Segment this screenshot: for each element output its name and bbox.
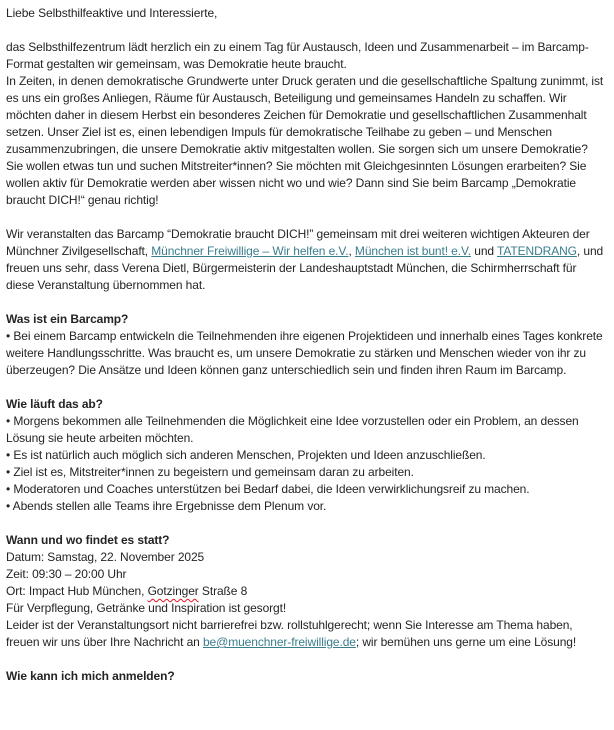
partners-separator-2: und — [471, 244, 498, 258]
ort-text-post: Straße 8 — [198, 584, 248, 598]
section-barcamp — [6, 311, 606, 379]
section-ablauf-heading: Wie läuft das ab? — [6, 397, 103, 411]
link-muenchner-freiwillige[interactable]: Münchner Freiwillige – Wir helfen e.V. — [151, 244, 349, 258]
partners-paragraph — [6, 226, 606, 294]
link-tatendrang[interactable]: TATENDRANG — [497, 244, 577, 258]
section-logistics — [6, 532, 606, 651]
link-muenchen-ist-bunt[interactable]: München ist bunt! e.V. — [354, 244, 472, 258]
ort-text-pre: Ort: Impact Hub München, — [6, 584, 148, 598]
section-barcamp-body: • Bei einem Barcamp entwickeln die Teilnehmenden ihre eigenen Projektideen und innerhalb eines Tages konkrete weitere Handlungsschritte. Was braucht es, um unsere Demokratie zu stärken und Menschen wieder von ihr zu überzeugen? Die Ansätze und Ideen können ganz unterschiedlich sein und finden ihren Raum im Barcamp. — [6, 329, 603, 377]
section-logistics-heading: Wann und wo findet es statt? — [6, 533, 170, 547]
detail-line-ort — [6, 583, 606, 600]
partners-text-post: , und freuen uns sehr, dass Verena Dietl, Bürgermeisterin der Landeshauptstadt München, die Schirmherrschaft für diese Veranstaltung übernommen hat. — [6, 244, 604, 292]
section-ablauf — [6, 396, 606, 515]
bullet-item: • Abends stellen alle Teams ihre Ergebnisse dem Plenum vor. — [6, 499, 327, 513]
accessibility-note — [6, 617, 606, 651]
link-email[interactable]: be@muenchner-freiwillige.de — [202, 635, 356, 649]
partners-separator-1: , — [348, 244, 355, 258]
section-anmelden-heading: Wie kann ich mich anmelden? — [6, 669, 175, 683]
ort-misspelled-word: Gotzinger — [147, 584, 199, 598]
intro-part2: In Zeiten, in denen demokratische Grundwerte unter Druck geraten und die gesellschaftliche Spaltung zunimmt, ist es uns ein großes Anliegen, Räume für Austausch, Beteiligung und gemeinsames Handeln zu schaffen. Wir möchten daher in diesem Herbst ein besonderes Zeichen für Demokratie und gesellschaftlichen Zusammenhalt setzen. Unser Ziel ist es, einen lebendigen Impuls für demokratische Teilhabe zu geben – und Menschen zusammenzubringen, die unsere Demokratie aktiv mitgestalten wollen. Sie sorgen sich um unsere Demokratie? Sie wollen etwas tun und suchen Mitstreiter*innen? Sie möchten mit Gleichgesinnten Lösungen erarbeiten? Sie wollen aktiv für Demokratie werden aber wissen nicht wo und wie? Dann sind Sie beim Barcamp „Demokratie braucht DICH!“ genau richtig! — [6, 74, 604, 207]
section-barcamp-heading: Was ist ein Barcamp? — [6, 312, 129, 326]
greeting-line — [6, 5, 606, 22]
detail-line-verpflegung: Für Verpflegung, Getränke und Inspiration ist gesorgt! — [6, 601, 287, 615]
intro-part1: das Selbsthilfezentrum lädt herzlich ein zu einem Tag für Austausch, Ideen und Zusammenarbeit – im Barcamp-Format gestalten wir gemeinsam, was Demokratie heute braucht. — [6, 40, 589, 71]
partners-text-pre: Wir veranstalten das Barcamp “Demokratie braucht DICH!” gemeinsam mit drei weiteren wichtigen Akteuren der Münchner Zivilgesellschaft, — [6, 227, 590, 258]
bullet-item: • Ziel ist es, Mitstreiter*innen zu begeistern und gemeinsam daran zu arbeiten. — [6, 465, 414, 479]
intro-paragraph — [6, 39, 606, 209]
accessibility-text-post: ; wir bemühen uns gerne um eine Lösung! — [355, 635, 577, 649]
section-anmelden — [6, 668, 606, 685]
greeting-text: Liebe Selbsthilfeaktive und Interessierte, — [6, 6, 218, 20]
bullet-item: • Es ist natürlich auch möglich sich anderen Menschen, Projekten und Ideen anzuschließen. — [6, 448, 486, 462]
bullet-item: • Morgens bekommen alle Teilnehmenden die Möglichkeit eine Idee vorzustellen oder ein Problem, an dessen Lösung sie heute arbeiten möchten. — [6, 414, 579, 445]
detail-line-datum: Datum: Samstag, 22. November 2025 — [6, 550, 205, 564]
accessibility-text-pre: Leider ist der Veranstaltungsort nicht barrierefrei bzw. rollstuhlgerecht; wenn Sie Interesse am Thema haben, freuen wir uns über Ihre Nachricht an — [6, 618, 573, 649]
bullet-item: • Moderatoren und Coaches unterstützen bei Bedarf dabei, die Ideen verwirklichungsreif zu machen. — [6, 482, 530, 496]
detail-line-zeit: Zeit: 09:30 – 20:00 Uhr — [6, 567, 127, 581]
